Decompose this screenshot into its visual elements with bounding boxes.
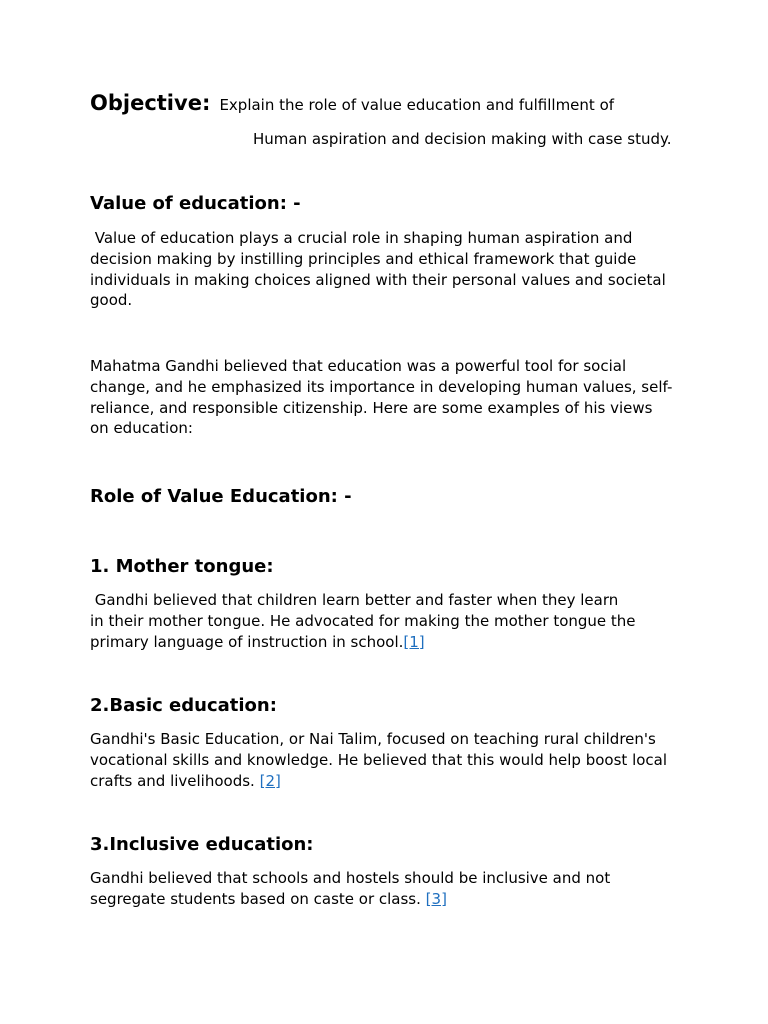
paragraph-line: in their mother tongue. He advocated for making the mother tongue the (90, 611, 636, 630)
objective-text: Explain the role of value education and fulfillment of (219, 96, 615, 114)
paragraph-line: Gandhi believed that schools and hostels should be inclusive and not (90, 869, 611, 887)
mother-tongue-paragraph (90, 590, 680, 652)
role-of-value-education-heading: Role of Value Education: - (90, 486, 352, 507)
paragraph-text: segregate students based on caste or class. (90, 889, 426, 908)
gandhi-intro-paragraph (90, 356, 680, 439)
citation-link-2[interactable]: [2] (259, 771, 281, 790)
paragraph-line: Mahatma Gandhi believed that education was a powerful tool for social (90, 357, 627, 375)
paragraph-line: good. (90, 291, 133, 310)
citation-link-3[interactable]: [3] (425, 889, 447, 908)
paragraph-text: crafts and livelihoods. (90, 771, 260, 790)
paragraph-line (90, 889, 680, 910)
paragraph-text: primary language of instruction in school. (90, 632, 404, 651)
paragraph-line: Gandhi believed that children learn better and faster when they learn (90, 591, 619, 609)
objective-text-continued: Human aspiration and decision making with case study. (253, 130, 672, 148)
citation-link-1[interactable]: [1] (403, 632, 425, 651)
paragraph-line (90, 632, 680, 653)
paragraph-line: Gandhi's Basic Education, or Nai Talim, focused on teaching rural children's (90, 730, 656, 748)
paragraph-line (90, 771, 680, 792)
inclusive-education-heading: 3.Inclusive education: (90, 834, 314, 855)
paragraph-line: decision making by instilling principles and ethical framework that guide (90, 249, 637, 268)
objective-line (90, 91, 614, 115)
paragraph-line: individuals in making choices aligned with their personal values and societal (90, 270, 666, 289)
value-of-education-heading: Value of education: - (90, 193, 301, 214)
objective-label: Objective: (90, 91, 211, 115)
value-of-education-paragraph (90, 228, 680, 311)
inclusive-education-paragraph (90, 868, 680, 910)
paragraph-line: change, and he emphasized its importance in developing human values, self- (90, 377, 673, 396)
mother-tongue-heading: 1. Mother tongue: (90, 556, 274, 577)
paragraph-line: Value of education plays a crucial role in shaping human aspiration and (90, 229, 633, 247)
paragraph-line: reliance, and responsible citizenship. Here are some examples of his views (90, 398, 653, 417)
basic-education-heading: 2.Basic education: (90, 695, 277, 716)
paragraph-line: on education: (90, 419, 193, 438)
paragraph-line: vocational skills and knowledge. He believed that this would help boost local (90, 750, 668, 769)
basic-education-paragraph (90, 729, 680, 791)
